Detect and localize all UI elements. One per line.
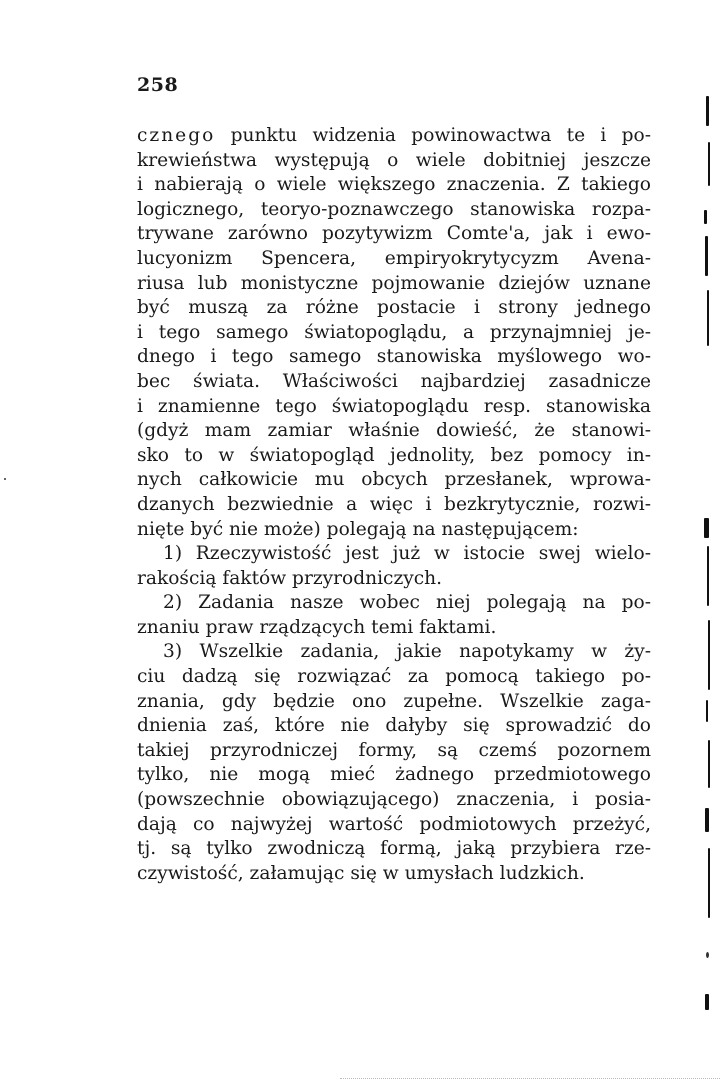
text-line: trywane zarówno pozytywizm Comte'a, jak i ewo- [137,223,651,245]
text-line: (gdyż mam zamiar właśnie dowieść, że stanowi- [137,420,651,442]
text-line: i znamienne tego światopoglądu resp. stanowiska [137,395,651,417]
scan-edge-dot [4,478,6,480]
text-line: bec świata. Właściwości najbardziej zasadnicze [137,370,651,392]
text-line: znania, gdy będzie ono zupełne. Wszelkie zaga- [137,690,651,712]
text-line: i nabierają o wiele większego znaczenia. Z takiego [137,174,651,196]
scan-edge-mark [707,290,709,346]
text-line: (powszechnie obowiązującego) znaczenia, i posia- [137,789,651,811]
page-number: 258 [137,74,179,96]
text-line: być muszą za różne postacie i strony jednego [137,297,651,319]
text-line: dają co najwyżej wartość podmiotowych przeżyć, [137,813,651,835]
scan-edge-mark [708,740,710,788]
text-line: sko to w światopogląd jednolity, bez pomocy in- [137,444,651,466]
scan-edge-mark [708,848,710,918]
scan-edge-mark [708,142,710,186]
scan-edge-mark [706,700,708,722]
text-line: dnienia zaś, które nie dałyby się sprowadzić do [137,715,651,737]
scan-edge-dot [706,952,709,958]
text-line: cznego punktu widzenia powinowactwa te i po- [137,125,651,146]
scan-edge-mark [704,210,707,224]
text-line: i tego samego światopoglądu, a przynajmniej je- [137,321,651,343]
text-line: rakością faktów przyrodniczych. [137,567,443,589]
text-line: nych całkowicie mu obcych przesłanek, wprowa- [137,469,651,491]
list-item-3-line: 3) Wszelkie zadania, jakie napotykamy w ży- [163,641,651,663]
text-line: tylko, nie mogą mieć żadnego przedmiotowego [137,764,651,786]
list-item-2-line: 2) Zadania nasze wobec niej polegają na po- [163,592,651,614]
scan-edge-mark [707,546,709,606]
text-line: czywistość, załamując się w umysłach ludzkich. [137,862,585,884]
text-line: dnego i tego samego stanowiska myślowego wo- [137,346,651,368]
text-line: dzanych bezwiednie a więc i bezkrytycznie, rozwi- [137,493,651,515]
text-line: takiej przyrodniczej formy, są czemś pozornem [137,739,651,761]
list-item-1-line: 1) Rzeczywistość jest już w istocie swej wielo- [163,543,651,565]
body-text [137,124,651,886]
scan-edge-mark [705,808,709,832]
text-line: znaniu praw rządzących temi faktami. [137,616,497,638]
text-line: ciu dadzą się rozwiązać za pomocą takiego po- [137,666,651,688]
text-line: lucyonizm Spencera, empiryokrytycyzm Avena- [137,247,651,269]
text-line: logicznego, teoryo-poznawczego stanowiska rozpa- [137,198,651,220]
scan-edge-mark [706,96,709,126]
scan-bottom-noise [340,1078,720,1081]
text-line: tj. są tylko zwodniczą formą, jaką przybiera rze- [137,838,651,860]
text-line: krewieństwa występują o wiele dobitniej jeszcze [137,149,651,171]
scan-edge-mark [708,620,710,690]
scan-edge-mark [705,994,709,1010]
text-line: nięte być nie może) polegają na następującem: [137,518,579,540]
scan-edge-mark [704,518,709,538]
scan-edge-mark [705,236,708,276]
text-line: riusa lub monistyczne pojmowanie dziejów uznane [137,272,651,294]
